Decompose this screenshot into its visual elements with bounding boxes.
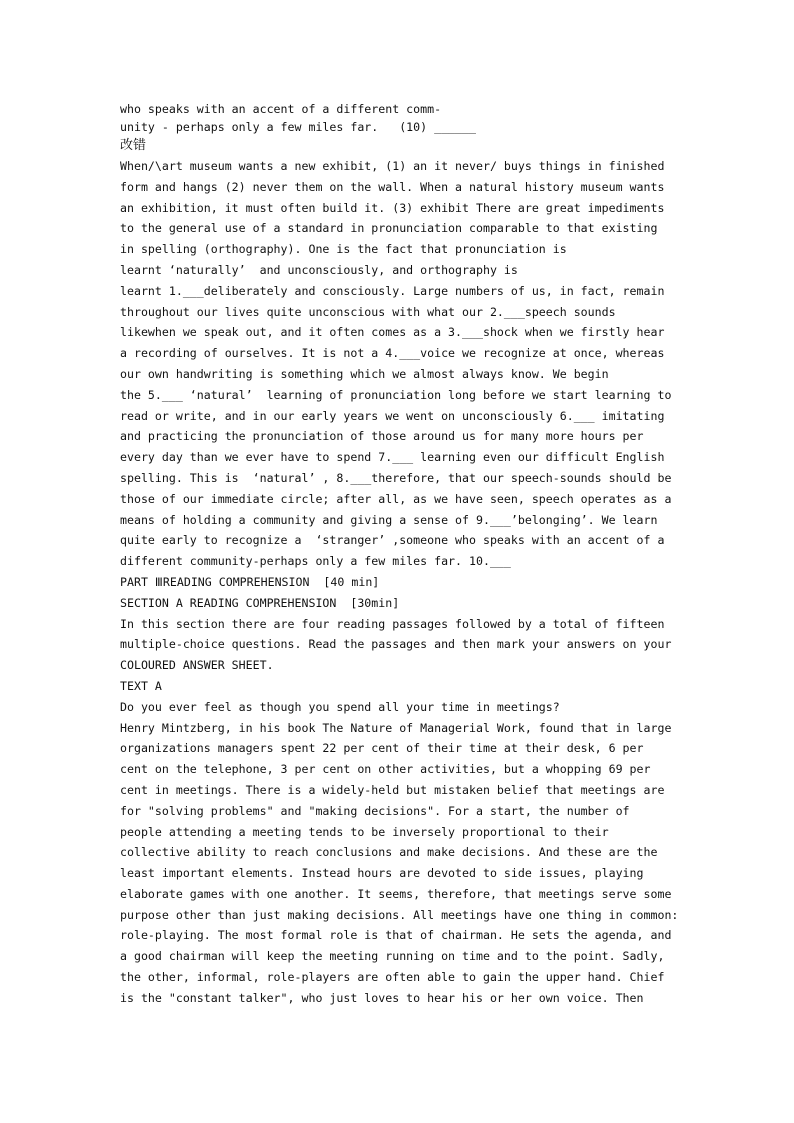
text-line: organizations managers spent 22 per cent of their time at their desk, 6 per — [120, 741, 644, 756]
text-line: the 5.___ ‘natural’ learning of pronunciation long before we start learning to — [120, 387, 672, 402]
text-line: for "solving problems" and "making decisions". For a start, the number of — [120, 803, 630, 818]
text-line: multiple-choice questions. Read the passages and then mark your answers on your — [120, 637, 672, 652]
text-line: quite early to recognize a ‘stranger’ ,someone who speaks with an accent of a — [120, 533, 665, 548]
text-line: read or write, and in our early years we went on unconsciously 6.___ imitating — [120, 408, 665, 423]
section-heading: PART ⅢREADING COMPREHENSION [40 min] — [120, 574, 380, 589]
text-line: form and hangs (2) never them on the wall. When a natural history museum wants — [120, 179, 665, 194]
text-line: purpose other than just making decisions. All meetings have one thing in common: — [120, 907, 679, 922]
text-line: is the "constant talker", who just loves to hear his or her own voice. Then — [120, 990, 644, 1005]
text-line: COLOURED ANSWER SHEET. — [120, 658, 274, 673]
text-line: throughout our lives quite unconscious with what our 2.___speech sounds — [120, 304, 616, 319]
text-line: role-playing. The most formal role is that of chairman. He sets the agenda, and — [120, 928, 672, 943]
section-heading: TEXT A — [120, 678, 162, 693]
text-line: our own handwriting is something which we almost always know. We begin — [120, 366, 609, 381]
text-line: learnt 1.___deliberately and consciously. Large numbers of us, in fact, remain — [120, 283, 665, 298]
text-line: those of our immediate circle; after all, as we have seen, speech operates as a — [120, 491, 672, 506]
document-page — [120, 100, 680, 1009]
text-line: unity - perhaps only a few miles far. (10) ______ — [120, 120, 476, 134]
text-line: who speaks with an accent of a different comm- — [120, 102, 442, 116]
text-line: cent on the telephone, 3 per cent on other activities, but a whopping 69 per — [120, 762, 651, 777]
text-line: in spelling (orthography). One is the fact that pronunciation is — [120, 242, 567, 257]
text-line: every day than we ever have to spend 7.___ learning even our difficult English — [120, 450, 665, 465]
text-line: Henry Mintzberg, in his book The Nature of Managerial Work, found that in large — [120, 720, 672, 735]
text-line: to the general use of a standard in pronunciation comparable to that existing — [120, 221, 658, 236]
text-line: least important elements. Instead hours are devoted to side issues, playing — [120, 866, 644, 881]
text-line: elaborate games with one another. It seems, therefore, that meetings serve some — [120, 886, 672, 901]
text-line: an exhibition, it must often build it. (3) exhibit There are great impediments — [120, 200, 665, 215]
text-line: different community-perhaps only a few miles far. 10.___ — [120, 554, 511, 569]
text-line: spelling. This is ‘natural’ , 8.___therefore, that our speech-sounds should be — [120, 470, 672, 485]
section-heading: 改错 — [120, 138, 147, 153]
text-line: people attending a meeting tends to be inversely proportional to their — [120, 824, 609, 839]
text-line: learnt ‘naturally’ and unconsciously, and orthography is — [120, 262, 518, 277]
section-heading: SECTION A READING COMPREHENSION [30min] — [120, 595, 400, 610]
text-line: the other, informal, role-players are often able to gain the upper hand. Chief — [120, 970, 665, 985]
text-line: likewhen we speak out, and it often comes as a 3.___shock when we firstly hear — [120, 325, 665, 340]
text-line: means of holding a community and giving a sense of 9.___’belonging’. We learn — [120, 512, 658, 527]
text-line: a good chairman will keep the meeting running on time and to the point. Sadly, — [120, 949, 665, 964]
text-line: In this section there are four reading passages followed by a total of fifteen — [120, 616, 665, 631]
text-line: collective ability to reach conclusions and make decisions. And these are the — [120, 845, 658, 860]
text-line: cent in meetings. There is a widely-held but mistaken belief that meetings are — [120, 782, 665, 797]
text-line: Do you ever feel as though you spend all your time in meetings? — [120, 699, 560, 714]
text-line: and practicing the pronunciation of those around us for many more hours per — [120, 429, 644, 444]
text-line: a recording of ourselves. It is not a 4.___voice we recognize at once, whereas — [120, 346, 665, 361]
text-line: When/\art museum wants a new exhibit, (1) an it never/ buys things in finished — [120, 159, 665, 173]
